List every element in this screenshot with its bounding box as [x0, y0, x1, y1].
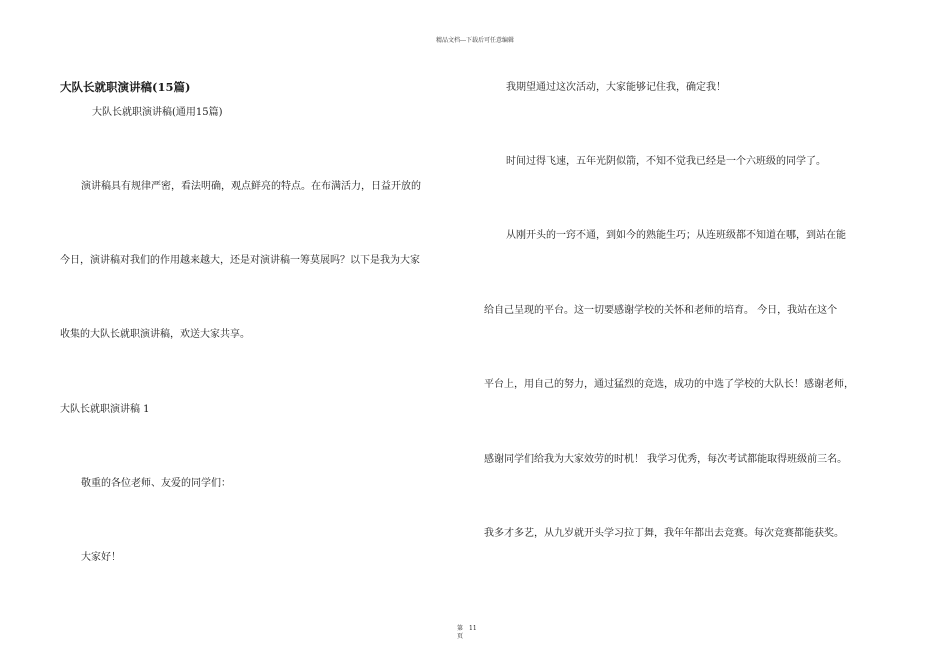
paragraph-3-line-2: 给自己呈现的平台。这一切要感谢学校的关怀和老师的培育。 今日，我站在这个 [484, 305, 838, 316]
paragraph-3-line-3: 平台上，用自己的努力，通过猛烈的竞选，成功的中选了学校的大队长！感谢老师， [484, 379, 854, 390]
paragraph-3-line-4: 感谢同学们给我为大家效劳的时机！ 我学习优秀，每次考试都能取得班级前三名。 [484, 454, 848, 465]
paragraph-3-line-5: 我多才多艺，从九岁就开头学习拉丁舞，我年年都出去竞赛。每次竞赛都能获奖。 [484, 528, 844, 539]
header-note: 精品文档---下载后可任意编辑 [435, 37, 515, 44]
page-label-bottom: 页 [457, 633, 464, 640]
page-footer [457, 625, 477, 641]
paragraph-1: 我期望通过这次活动，大家能够记住我，确定我！ [506, 82, 726, 93]
document-subtitle: 大队长就职演讲稿(通用15篇) [92, 107, 223, 118]
intro-line-1: 演讲稿具有规律严密，看法明确，观点鲜亮的特点。在布满活力，日益开放的 [81, 181, 421, 192]
intro-line-3: 收集的大队长就职演讲稿，欢送大家共享。 [60, 329, 250, 340]
section-heading: 大队长就职演讲稿 1 [60, 404, 150, 415]
paragraph-2: 时间过得飞速，五年光阴似箭，不知不觉我已经是一个六班级的同学了。 [506, 156, 826, 167]
greeting-line: 敬重的各位老师、友爱的同学们： [81, 478, 231, 489]
page-number: 11 [469, 625, 477, 632]
paragraph-3-line-1: 从刚开头的一窍不通，到如今的熟能生巧；从连班级都不知道在哪，到站在能 [506, 230, 846, 241]
page-label-top: 第 [457, 625, 464, 632]
hello-line: 大家好！ [81, 552, 121, 563]
intro-line-2: 今日，演讲稿对我们的作用越来越大，还是对演讲稿一筹莫展吗？以下是我为大家 [60, 255, 420, 266]
document-title: 大队长就职演讲稿(15篇) [60, 80, 191, 94]
